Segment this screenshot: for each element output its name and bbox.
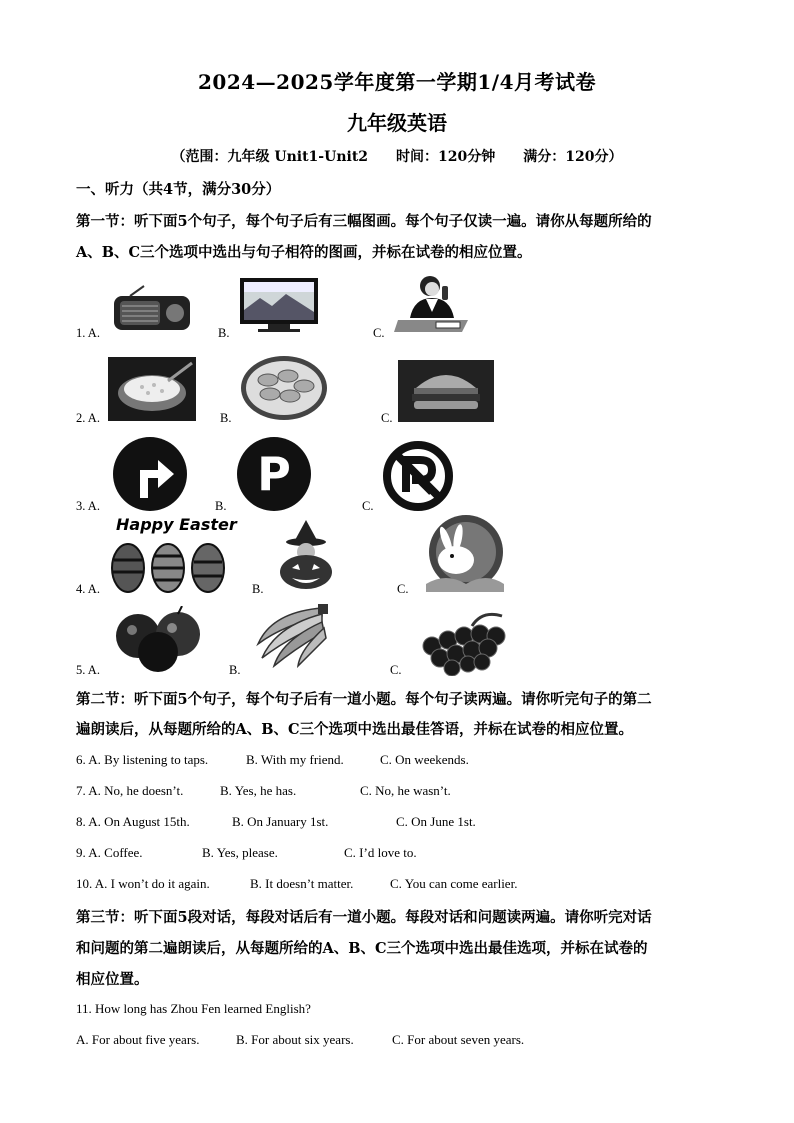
row4-label-a: 4. A.	[76, 582, 100, 596]
q8-option-c: C. On June 1st.	[396, 814, 476, 829]
row3-label-c: C.	[362, 499, 374, 513]
grapes-icon	[412, 606, 514, 676]
lunar-rabbit-icon	[416, 514, 508, 594]
q10-option-a: 10. A. I won’t do it again.	[76, 876, 210, 891]
row5-label-c: C.	[390, 663, 402, 677]
part3-intro-line2: 和问题的第二遍朗读后，从每题所给的A、B、C三个选项中选出最佳选项，并标在试卷的	[76, 940, 648, 957]
q8-option-b: B. On January 1st.	[232, 814, 329, 829]
exam-info: （范围：九年级 Unit1-Unit2 时间：120分钟 满分：120分）	[171, 149, 623, 165]
row5-label-b: B.	[229, 663, 241, 677]
part2-intro-line1: 第二节：听下面5个句子，每个句子后有一道小题。每个句子读两遍。请你听完句子的第二	[76, 691, 652, 708]
q8-option-a: 8. A. On August 15th.	[76, 814, 190, 829]
q7-option-a: 7. A. No, he doesn’t.	[76, 783, 184, 798]
halloween-pumpkin-icon	[272, 518, 340, 590]
dumplings-icon	[240, 354, 328, 422]
q11-option-b: B. For about six years.	[236, 1032, 354, 1047]
row5-label-a: 5. A.	[76, 663, 100, 677]
part3-intro-line3: 相应位置。	[76, 971, 149, 988]
q9-option-c: C. I’d love to.	[344, 845, 417, 860]
section-heading: 一、听力（共4节，满分30分）	[76, 181, 281, 198]
hamburger-icon	[398, 360, 494, 422]
apples-icon	[112, 606, 204, 672]
row2-label-a: 2. A.	[76, 411, 100, 425]
part1-intro-line1: 第一节：听下面5个句子，每个句子后有三幅图画。每个句子仅读一遍。请你从每题所给的	[76, 213, 652, 230]
q9-option-b: B. Yes, please.	[202, 845, 278, 860]
parking-sign-icon	[236, 436, 312, 512]
q11-option-c: C. For about seven years.	[392, 1032, 525, 1047]
radio-icon	[110, 284, 195, 334]
q6-option-c: C. On weekends.	[380, 752, 469, 767]
row2-label-b: B.	[220, 411, 232, 425]
happy-easter-text: Happy Easter	[116, 515, 237, 534]
row4-label-c: C.	[397, 582, 409, 596]
bananas-icon	[252, 604, 330, 668]
row3-label-b: B.	[215, 499, 227, 513]
parking-sign-letter: P	[257, 447, 291, 501]
tv-icon	[238, 276, 320, 334]
phone-call-icon	[392, 272, 472, 336]
turn-right-sign-icon	[112, 436, 188, 512]
row1-label-a: 1. A.	[76, 326, 100, 340]
row4-label-b: B.	[252, 582, 264, 596]
exam-title: 2024—2025学年度第一学期1/4月考试卷	[198, 70, 596, 94]
row1-label-b: B.	[218, 326, 230, 340]
part1-intro-line2: A、B、C三个选项中选出与句子相符的图画，并标在试卷的相应位置。	[76, 244, 532, 261]
row1-label-c: C.	[373, 326, 385, 340]
rice-icon	[108, 357, 196, 421]
easter-eggs-icon	[108, 538, 228, 596]
q7-option-c: C. No, he wasn’t.	[360, 783, 451, 798]
row2-label-c: C.	[381, 411, 393, 425]
q6-option-b: B. With my friend.	[246, 752, 344, 767]
q6-option-a: 6. A. By listening to taps.	[76, 752, 209, 767]
q9-option-a: 9. A. Coffee.	[76, 845, 143, 860]
no-parking-sign-icon	[382, 440, 454, 512]
q10-option-b: B. It doesn’t matter.	[250, 876, 354, 891]
q11-option-a: A. For about five years.	[76, 1032, 200, 1047]
q10-option-c: C. You can come earlier.	[390, 876, 518, 891]
q11-stem: 11. How long has Zhou Fen learned English?	[76, 1001, 311, 1016]
q7-option-b: B. Yes, he has.	[220, 783, 297, 798]
part3-intro-line1: 第三节：听下面5段对话，每段对话后有一道小题。每段对话和问题读两遍。请你听完对话	[76, 909, 652, 926]
part2-intro-line2: 遍朗读后，从每题所给的A、B、C三个选项中选出最佳答语，并标在试卷的相应位置。	[76, 721, 634, 738]
exam-subtitle: 九年级英语	[347, 111, 447, 135]
row3-label-a: 3. A.	[76, 499, 100, 513]
